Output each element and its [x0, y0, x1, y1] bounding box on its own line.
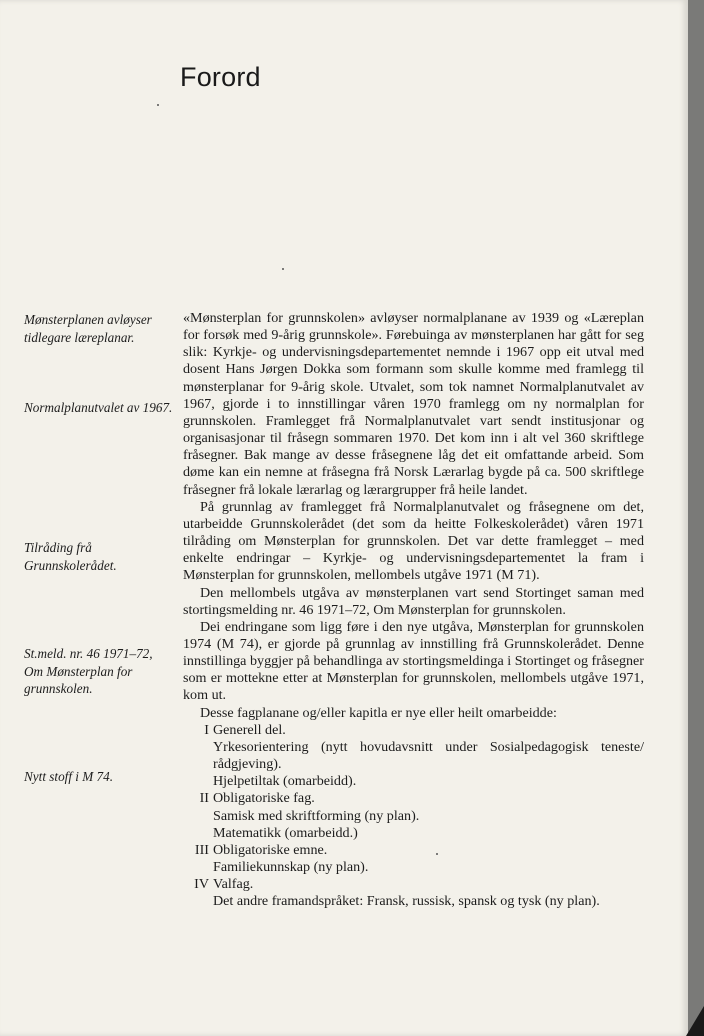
list-subitem: Hjelpetiltak (omarbeidd).: [213, 773, 357, 790]
margin-note-5: Nytt stoff i M 74.: [24, 769, 114, 784]
list-item-heading: Valfag.: [213, 876, 254, 893]
margin-note-2: Normalplanutvalet av 1967.: [24, 400, 173, 415]
paper-speck: [436, 853, 438, 855]
paper-speck: [282, 268, 284, 270]
list-subitem: Familiekunnskap (ny plan).: [213, 859, 369, 875]
page-title: Forord: [180, 62, 261, 92]
list-subitem: Yrkesorientering (nytt hovudavsnitt under Sosialpedagogisk teneste/ rådgjeving).: [213, 738, 644, 773]
list-item-number: I: [204, 721, 209, 738]
revision-list: [183, 722, 644, 911]
margin-note-1: Mønsterplanen avløyser tidlegare læreplanar.: [24, 312, 152, 345]
list-item-number: III: [194, 841, 209, 858]
paragraph-5: Desse fagplanane og/eller kapitla er nye eller heilt omarbeidde:: [200, 704, 557, 721]
paragraph-4: Dei endringane som ligg føre i den nye utgåva, Mønsterplan for grunnskolen 1974 (M 74), er gjorde på grunnlag av innstilling frå Grunnskolerådet. Denne innstillinga byggjer på behandlinga av stortingsmeldinga i Stortinget og fråsegner som er mottekne etter at Mønsterplan for grunnskolen, mellombels utgåve 1971, kom ut.: [183, 618, 644, 704]
list-item-heading: Obligatoriske emne.: [213, 841, 328, 858]
list-item-number: II: [199, 790, 209, 807]
list-item: [183, 790, 644, 807]
list-item-heading: Obligatoriske fag.: [213, 790, 315, 807]
margin-note-4: St.meld. nr. 46 1971–72, Om Mønsterplan for grunnskolen.: [24, 646, 153, 696]
paper-speck: [157, 104, 159, 106]
list-item: [183, 722, 644, 739]
list-item: [183, 842, 644, 859]
list-item: [183, 876, 644, 893]
paragraph-2: På grunnlag av framlegget frå Normalplanutvalet og fråsegnene om det, utarbeidde Grunnskolerådet (det som da heitte Folkeskolerådet) våren 1971 tilråding om Mønsterplan for grunnskolen. Det var dette framlegget – med enkelte endringar – Kyrkje- og undervisningsdepartementet la fram i Mønsterplan for grunnskolen, mellombels utgåve 1971 (M 71).: [183, 498, 644, 584]
list-subitem: Matematikk (omarbeidd.): [213, 824, 358, 841]
paragraph-3: Den mellombels utgåva av mønsterplanen vart send Stortinget saman med stortingsmelding nr. 46 1971–72, Om Mønsterplan for grunnskolen.: [183, 584, 644, 618]
page-corner-shadow: [686, 1006, 704, 1036]
list-subitem: Det andre framandspråket: Fransk, russisk, spansk og tysk (ny plan).: [213, 893, 600, 910]
body-text: [183, 310, 644, 910]
list-subitem: Samisk med skriftforming (ny plan).: [213, 807, 420, 824]
list-item-heading: Generell del.: [213, 721, 286, 738]
margin-note-3: Tilråding frå Grunnskolerådet.: [24, 540, 117, 573]
list-item-number: IV: [194, 876, 209, 893]
paragraph-1: «Mønsterplan for grunnskolen» avløyser normalplanane av 1939 og «Læreplan for forsøk med 9-årig grunnskole». Førebuinga av mønsterplanen har gått for seg slik: Kyrkje- og undervisningsdepartementet nemnde i 1967 opp eit utval med dosent Hans Jørgen Dokka som formann som skulle komme med framlegg til mønsterplanar for 9-årig skole. Utvalet, som tok namnet Normalplanutvalet av 1967, gjorde i to innstillingar våren 1970 framlegg om ny normalplan for grunnskolen. Framlegget frå Normalplanutvalet vart sendt institusjonar og organisasjonar til fråsegn sommaren 1970. Det kom inn i alt vel 360 skriftlege fråsegner. Bak mange av desse fråsegnene låg det eit omfattande arbeid. Som døme kan ein nemne at fråsegna frå Norsk Lærarlag bygde på ca. 500 skriftlege fråsegner frå lokale lærarlag og lærargrupper frå heile landet.: [183, 310, 644, 498]
